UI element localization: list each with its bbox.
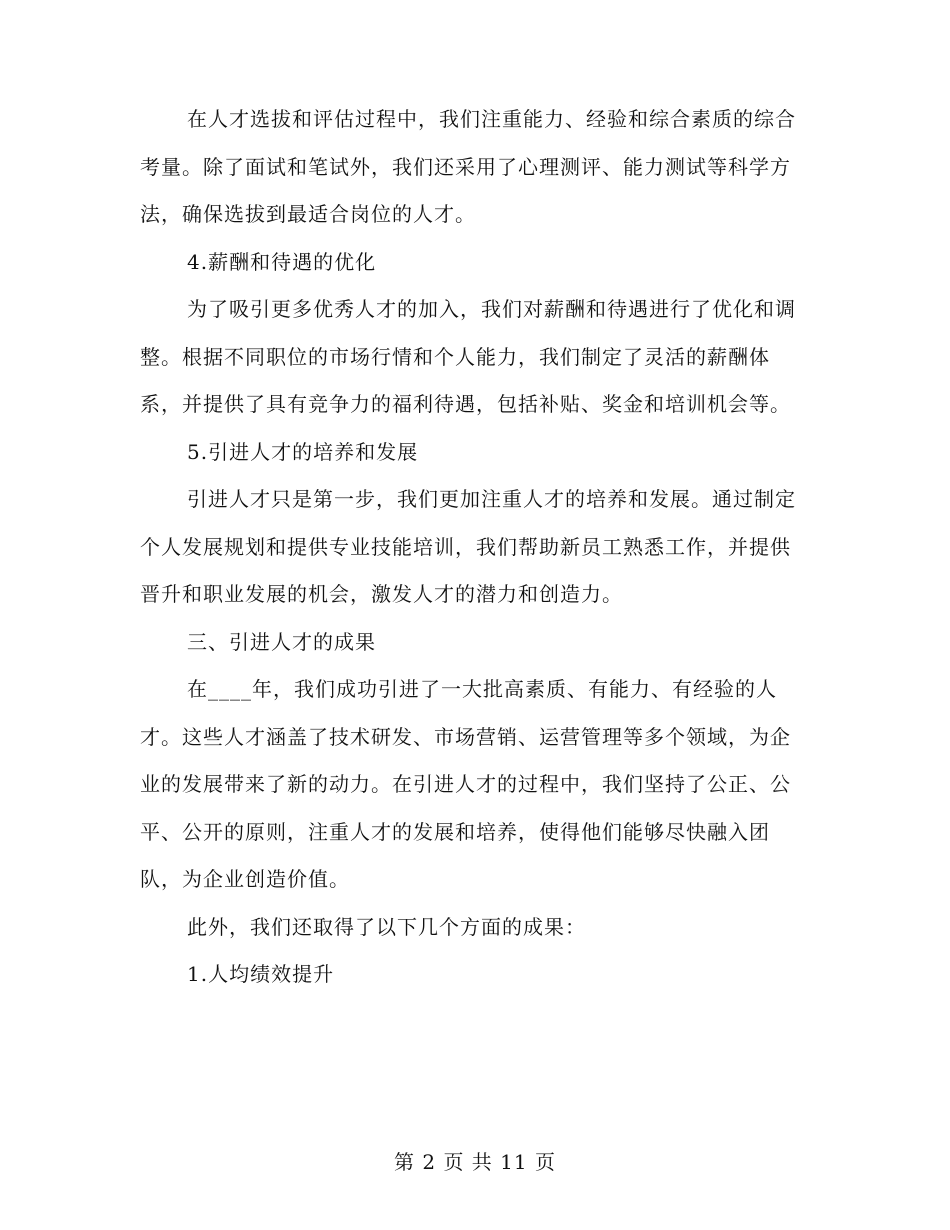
paragraph-selection-evaluation: 在人才选拔和评估过程中，我们注重能力、经验和综合素质的综合考量。除了面试和笔试外，我们还采用了心理测评、能力测试等科学方法，确保选拔到最适合岗位的人才。 [140, 107, 796, 226]
paragraph-additional-results: 此外，我们还取得了以下几个方面的成果： [187, 914, 586, 939]
paragraph-talent-development: 引进人才只是第一步，我们更加注重人才的培养和发展。通过制定个人发展规划和提供专业技能培训，我们帮助新员工熟悉工作，并提供晋升和职业发展的机会，激发人才的潜力和创造力。 [140, 487, 796, 606]
paragraph-compensation: 为了吸引更多优秀人才的加入，我们对薪酬和待遇进行了优化和调整。根据不同职位的市场行情和个人能力，我们制定了灵活的薪酬体系，并提供了具有竞争力的福利待遇，包括补贴、奖金和培训机会等。 [140, 297, 796, 416]
heading-per-capita-performance: 1.人均绩效提升 [187, 962, 335, 986]
heading-talent-development: 5.引进人才的培养和发展 [187, 439, 419, 464]
heading-compensation-optimization: 4.薪酬和待遇的优化 [187, 249, 377, 274]
document-body [140, 96, 800, 999]
heading-section-three-results: 三、引进人才的成果 [187, 629, 376, 654]
page-number-footer: 第 2 页 共 11 页 [394, 1150, 556, 1174]
paragraph-results: 在____年，我们成功引进了一大批高素质、有能力、有经验的人才。这些人才涵盖了技术研发、市场营销、运营管理等多个领域，为企业的发展带来了新的动力。在引进人才的过程中，我们坚持了公正、公平、公开的原则，注重人才的发展和培养，使得他们能够尽快融入团队，为企业创造价值。 [140, 677, 791, 891]
